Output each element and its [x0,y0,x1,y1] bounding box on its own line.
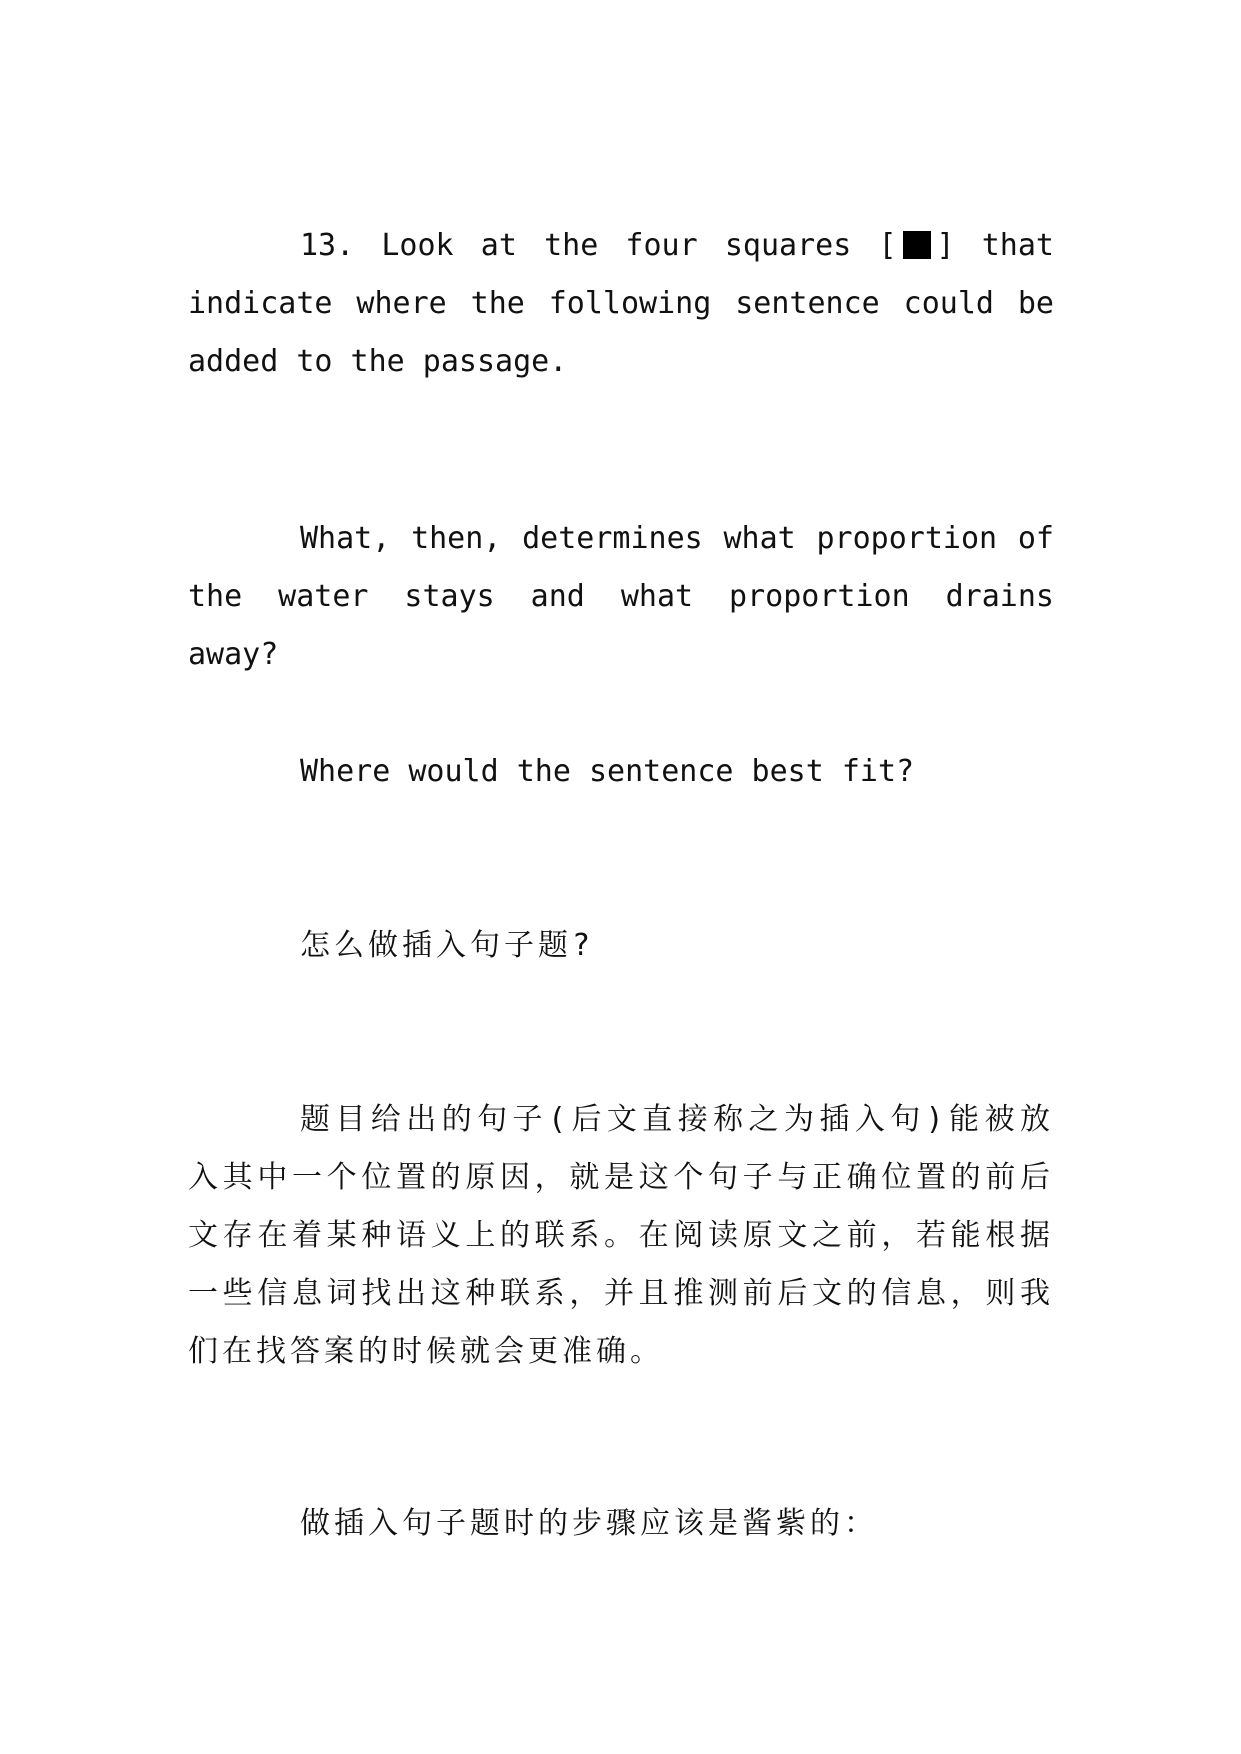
explanation-paragraph: 题目给出的句子(后文直接称之为插入句)能被放入其中一个位置的原因，就是这个句子与正确位置的前后文存在着某种语义上的联系。在阅读原文之前，若能根据一些信息词找出这种联系，并且推测前后文的信息，则我们在找答案的时候就会更准确。 [188,1102,1054,1369]
question-13-text-start: 13. Look at the four squares [ [300,228,897,263]
black-square-icon [903,231,931,259]
insert-sentence: What, then, determines what proportion of the water stays and what proportion drains away? [188,521,1054,672]
question-13-text-end: ] that indicate where the following sentence could be added to the passage. [188,228,1054,379]
question-line: Where would the sentence best fit? [300,754,915,789]
question-13-prompt [188,217,1054,391]
steps-intro: 做插入句子题时的步骤应该是酱紫的： [300,1506,878,1541]
section-heading: 怎么做插入句子题? [300,928,595,963]
